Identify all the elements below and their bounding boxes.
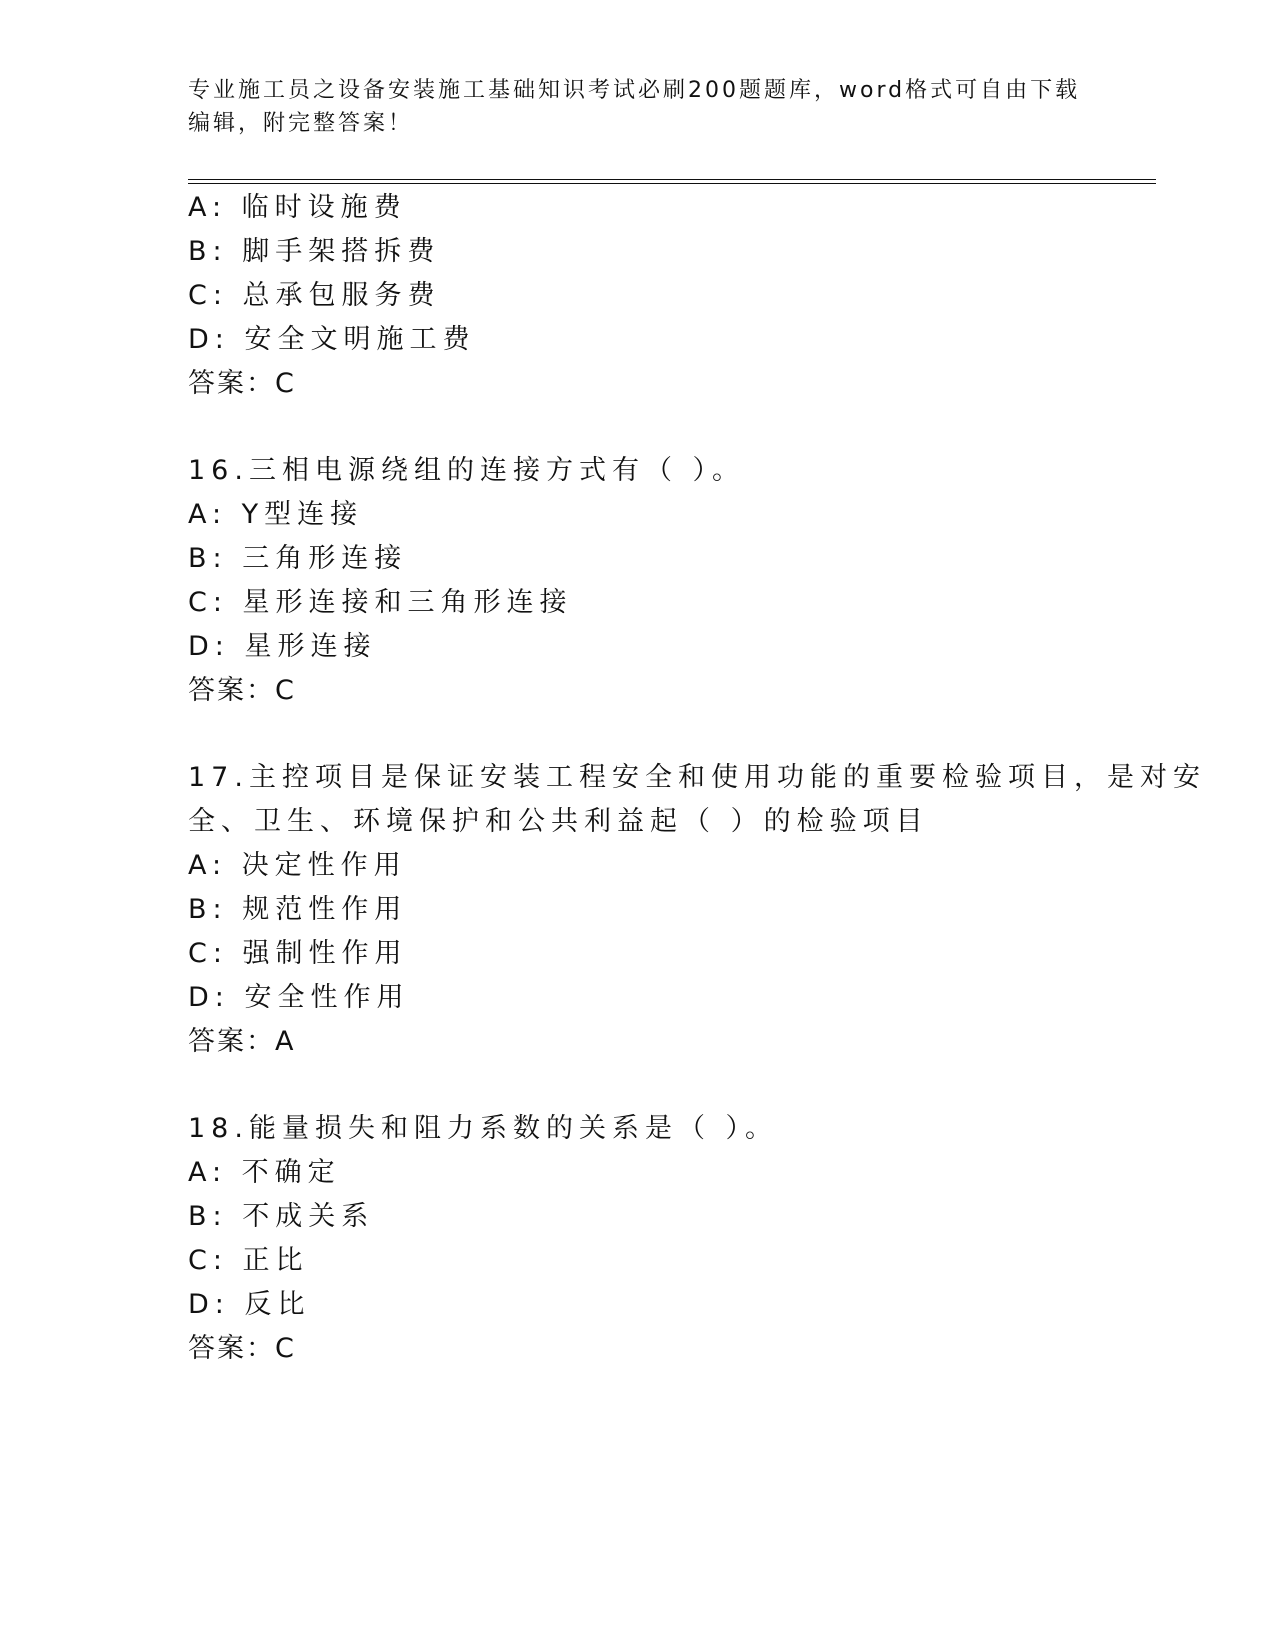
- header-line-1: 专业施工员之设备安装施工基础知识考试必刷200题题库，word格式可自由下载: [188, 78, 1081, 103]
- q17-option-b: B: 规范性作用: [188, 894, 408, 925]
- document-header: [188, 74, 1088, 140]
- q17-option-d: D: 安全性作用: [188, 982, 410, 1013]
- q15-option-c: C: 总承包服务费: [188, 280, 441, 311]
- q16-option-b: B: 三角形连接: [188, 543, 408, 574]
- q18-option-a: A: 不确定: [188, 1157, 341, 1188]
- q16-option-d: D: 星形连接: [188, 631, 377, 662]
- q15-answer: 答案：C: [188, 368, 296, 399]
- q15-option-d: D: 安全文明施工费: [188, 324, 476, 355]
- q18-option-c: C: 正比: [188, 1245, 309, 1276]
- q17-option-a: A: 决定性作用: [188, 850, 407, 881]
- q15-option-a: A: 临时设施费: [188, 192, 407, 223]
- q18-option-b: B: 不成关系: [188, 1201, 375, 1232]
- q17-option-c: C: 强制性作用: [188, 938, 408, 969]
- q18-answer: 答案：C: [188, 1333, 296, 1364]
- q16-option-a: A: Y型连接: [188, 499, 364, 530]
- header-rule-bottom: [188, 183, 1156, 184]
- header-rule-top: [188, 179, 1156, 180]
- q16-answer: 答案：C: [188, 675, 296, 706]
- header-line-2: 编辑，附完整答案！: [188, 111, 414, 136]
- q18-stem: 18.能量损失和阻力系数的关系是（ ）。: [188, 1113, 779, 1144]
- q17-stem-line-2: 全、卫生、环境保护和公共利益起（ ）的检验项目: [188, 806, 929, 837]
- q18-option-d: D: 反比: [188, 1289, 311, 1320]
- q17-stem-line-1: 17.主控项目是保证安装工程安全和使用功能的重要检验项目，是对安: [188, 762, 1206, 793]
- q16-option-c: C: 星形连接和三角形连接: [188, 587, 573, 618]
- q17-answer: 答案：A: [188, 1026, 296, 1057]
- q15-option-b: B: 脚手架搭拆费: [188, 236, 441, 267]
- q16-stem: 16.三相电源绕组的连接方式有（ ）。: [188, 455, 746, 486]
